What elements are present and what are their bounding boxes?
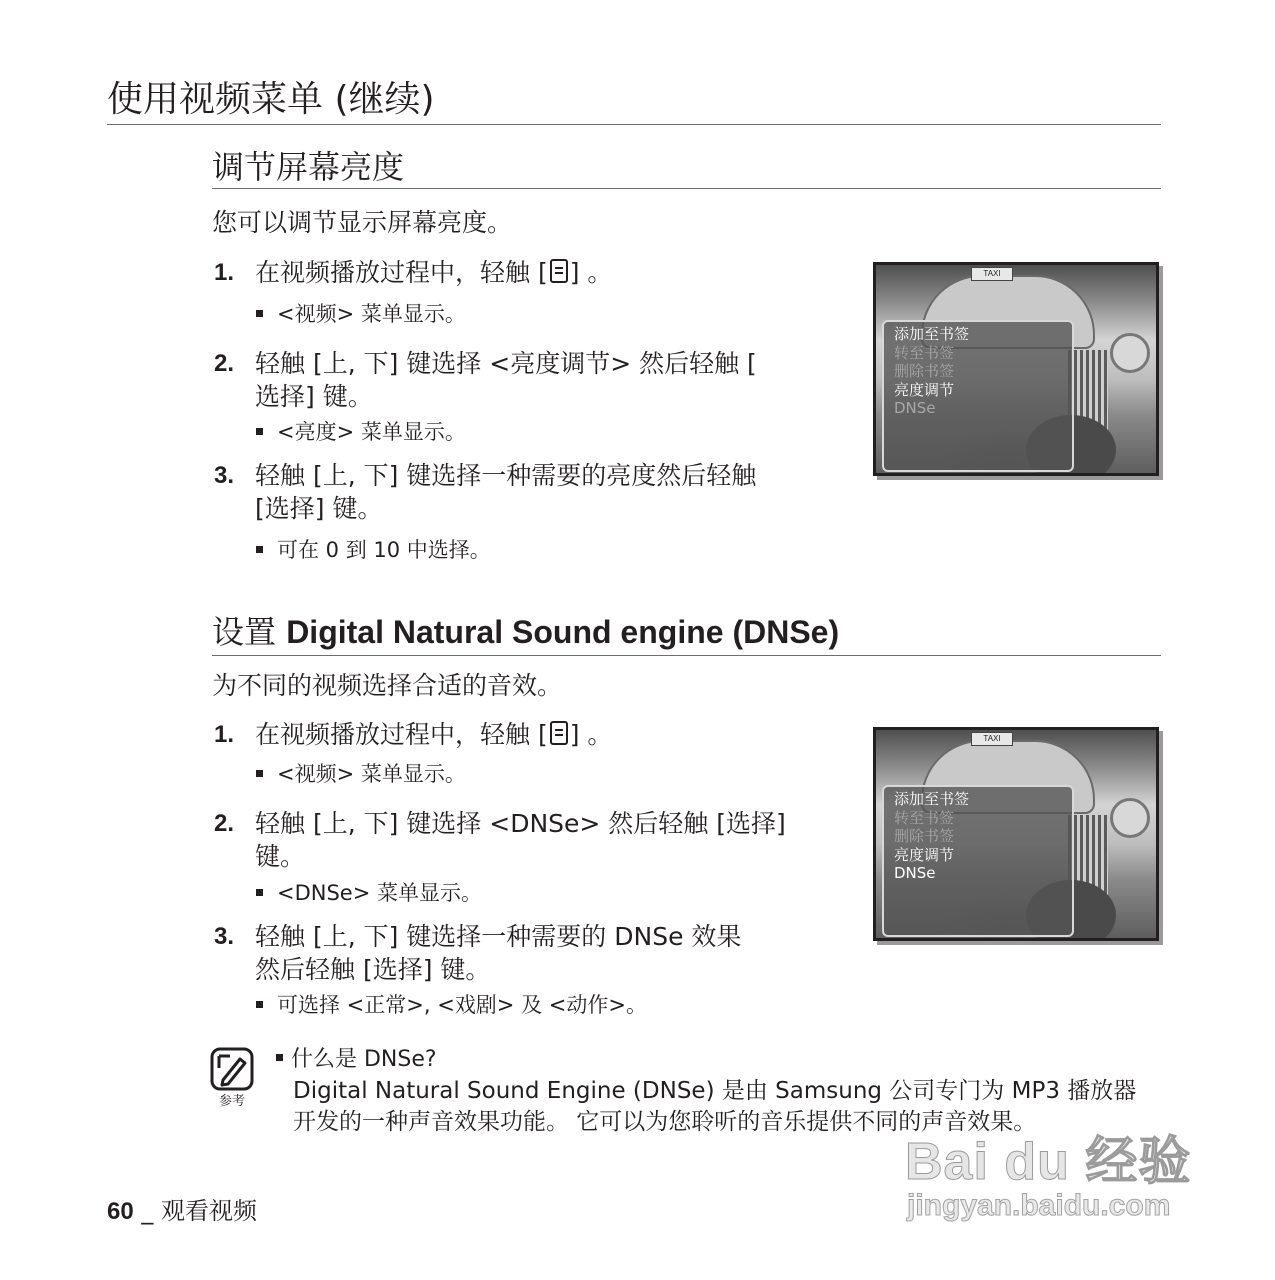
baidu-watermark bbox=[905, 1132, 1205, 1232]
step-number: 1. bbox=[214, 721, 235, 748]
section2-step-1-bullet bbox=[256, 760, 466, 788]
section2-step-2-bullet bbox=[256, 879, 482, 907]
bullet-text: <DNSe> 菜单显示。 bbox=[277, 881, 482, 905]
section2-step-3 bbox=[214, 920, 854, 986]
menu-icon bbox=[550, 259, 568, 283]
step-text-part: 在视频播放过程中，轻触 [ bbox=[255, 258, 548, 287]
page-footer bbox=[107, 1194, 257, 1229]
bullet-square-icon bbox=[256, 770, 263, 777]
section2-title bbox=[212, 610, 839, 654]
car-headlamp-illustration bbox=[1110, 798, 1150, 838]
step-text-line: 轻触 [上, 下] 键选择 <亮度调节> 然后轻触 [ bbox=[255, 349, 757, 378]
menu-item-delete-bookmark[interactable]: 删除书签 bbox=[894, 362, 955, 380]
menu-item-dnse[interactable]: DNSe bbox=[894, 864, 936, 882]
note-body-line-1: Digital Natural Sound Engine (DNSe) 是由 Samsung 公司专门为 MP3 播放器 bbox=[293, 1078, 1137, 1104]
menu-item-dnse[interactable]: DNSe bbox=[894, 399, 936, 417]
section2-title-cn: 设置 bbox=[212, 613, 287, 651]
device-menu bbox=[882, 785, 1074, 937]
bullet-text: <视频> 菜单显示。 bbox=[277, 762, 466, 786]
section1-step-1 bbox=[214, 256, 834, 289]
menu-icon bbox=[550, 721, 568, 745]
step-text-line: 选择] 键。 bbox=[255, 382, 373, 411]
step-text-line: [选择] 键。 bbox=[255, 494, 383, 523]
section2-title-en: Digital Natural Sound engine (DNSe) bbox=[286, 614, 840, 650]
taxi-sign: TAXI bbox=[971, 267, 1013, 281]
car-headlamp-illustration bbox=[1110, 333, 1150, 373]
section1-step-2-bullet bbox=[256, 418, 466, 446]
bullet-square-icon bbox=[276, 1054, 283, 1061]
section2-step-2 bbox=[214, 807, 854, 873]
title-rule bbox=[107, 124, 1161, 125]
page-number: 60 bbox=[107, 1198, 134, 1225]
section1-step-3-bullet bbox=[256, 536, 491, 564]
section1-device-screenshot bbox=[873, 262, 1159, 476]
section1-rule bbox=[212, 188, 1161, 189]
bullet-square-icon bbox=[256, 546, 263, 553]
note-pencil-icon bbox=[209, 1046, 255, 1092]
step-number: 3. bbox=[214, 923, 235, 950]
note-heading-text: 什么是 DNSe? bbox=[291, 1047, 437, 1072]
bullet-text: 可在 0 到 10 中选择。 bbox=[277, 538, 491, 562]
taxi-sign: TAXI bbox=[971, 732, 1013, 746]
section1-step-2 bbox=[214, 347, 834, 413]
bullet-square-icon bbox=[256, 428, 263, 435]
step-text-part: 在视频播放过程中，轻触 [ bbox=[255, 720, 548, 749]
bullet-text: <亮度> 菜单显示。 bbox=[277, 420, 466, 444]
footer-separator: _ bbox=[133, 1197, 161, 1225]
page-title: 使用视频菜单 (继续) bbox=[107, 79, 435, 120]
step-text-line: 轻触 [上, 下] 键选择一种需要的亮度然后轻触 bbox=[255, 461, 757, 490]
bullet-text: 可选择 <正常>, <戏剧> 及 <动作>。 bbox=[277, 993, 647, 1017]
section1-intro: 您可以调节显示屏幕亮度。 bbox=[212, 208, 513, 237]
step-text-line: 键。 bbox=[255, 842, 306, 871]
step-text-part: ] 。 bbox=[569, 720, 613, 749]
bullet-square-icon bbox=[256, 310, 263, 317]
step-text-line: 然后轻触 [选择] 键。 bbox=[255, 955, 491, 984]
note-body-line-2: 开发的一种声音效果功能。 它可以为您聆听的音乐提供不同的声音效果。 bbox=[293, 1109, 1037, 1135]
note-caption: 参考 bbox=[218, 1094, 245, 1109]
device-menu bbox=[882, 320, 1074, 472]
bullet-text: <视频> 菜单显示。 bbox=[277, 302, 466, 326]
menu-item-add-bookmark[interactable]: 添加至书签 bbox=[894, 790, 970, 808]
section1-step-3 bbox=[214, 459, 854, 525]
section1-title: 调节屏幕亮度 bbox=[212, 148, 405, 186]
bullet-square-icon bbox=[256, 1001, 263, 1008]
menu-item-delete-bookmark[interactable]: 删除书签 bbox=[894, 827, 955, 845]
section2-step-1 bbox=[214, 718, 834, 751]
menu-item-brightness[interactable]: 亮度调节 bbox=[894, 380, 955, 399]
section2-intro: 为不同的视频选择合适的音效。 bbox=[212, 671, 563, 700]
step-number: 1. bbox=[214, 259, 235, 286]
watermark-url: jingyan.baidu.com bbox=[907, 1189, 1171, 1222]
chapter-name: 观看视频 bbox=[160, 1197, 257, 1225]
step-number: 2. bbox=[214, 810, 235, 837]
section2-rule bbox=[212, 655, 1161, 656]
step-number: 2. bbox=[214, 350, 235, 377]
step-text-line: 轻触 [上, 下] 键选择 <DNSe> 然后轻触 [选择] bbox=[255, 809, 786, 838]
note-heading bbox=[276, 1045, 437, 1075]
menu-item-brightness[interactable]: 亮度调节 bbox=[894, 845, 955, 864]
bullet-square-icon bbox=[256, 889, 263, 896]
section2-step-3-bullet bbox=[256, 991, 647, 1019]
watermark-logo: Bai du 经验 bbox=[905, 1133, 1192, 1191]
section1-step-1-bullet bbox=[256, 300, 466, 328]
section2-device-screenshot bbox=[873, 727, 1159, 941]
step-number: 3. bbox=[214, 462, 235, 489]
menu-item-goto-bookmark[interactable]: 转至书签 bbox=[894, 808, 955, 827]
menu-item-add-bookmark[interactable]: 添加至书签 bbox=[894, 325, 970, 343]
step-text-part: ] 。 bbox=[569, 258, 613, 287]
step-text bbox=[255, 718, 612, 751]
step-text-line: 轻触 [上, 下] 键选择一种需要的 DNSe 效果 bbox=[255, 922, 742, 951]
menu-item-goto-bookmark[interactable]: 转至书签 bbox=[894, 343, 955, 362]
step-text bbox=[255, 256, 612, 289]
